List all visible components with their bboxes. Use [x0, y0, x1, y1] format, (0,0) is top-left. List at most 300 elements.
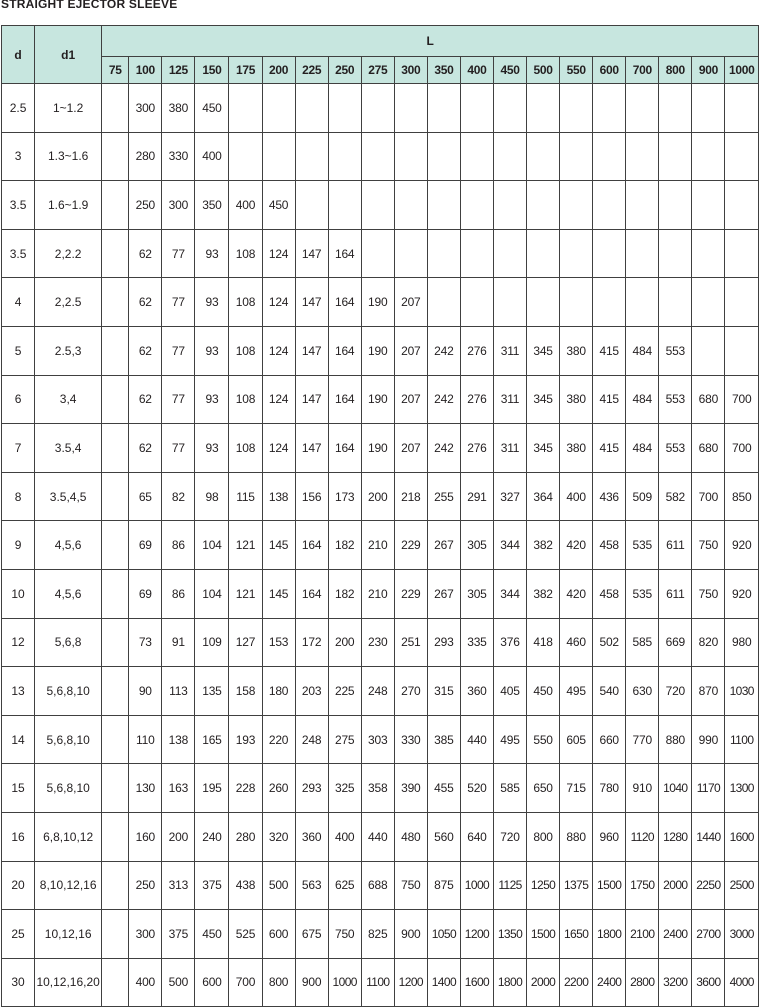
- cell-value: [427, 229, 460, 278]
- cell-value: 675: [295, 910, 328, 959]
- cell-value: [102, 910, 129, 959]
- cell-value: 420: [560, 569, 593, 618]
- cell-value: 276: [460, 326, 493, 375]
- header-L-1000: 1000: [725, 57, 759, 84]
- cell-value: [102, 861, 129, 910]
- cell-value: 502: [593, 618, 626, 667]
- cell-value: 600: [195, 958, 229, 1007]
- cell-value: 313: [162, 861, 195, 910]
- cell-value: 1600: [725, 812, 759, 861]
- cell-value: [692, 326, 725, 375]
- cell-value: 1000: [328, 958, 361, 1007]
- cell-value: 98: [195, 472, 229, 521]
- cell-value: 484: [626, 424, 659, 473]
- cell-value: 400: [560, 472, 593, 521]
- cell-value: 2400: [593, 958, 626, 1007]
- cell-value: 1500: [527, 910, 560, 959]
- table-row: [2, 229, 759, 278]
- cell-value: [493, 278, 526, 327]
- cell-value: 3000: [725, 910, 759, 959]
- header-L-150: 150: [195, 57, 229, 84]
- cell-value: [102, 958, 129, 1007]
- cell-value: 229: [394, 521, 427, 570]
- cell-value: 315: [427, 667, 460, 716]
- cell-value: 364: [527, 472, 560, 521]
- table-row: [2, 521, 759, 570]
- cell-value: 240: [195, 812, 229, 861]
- cell-value: 540: [593, 667, 626, 716]
- cell-value: 65: [129, 472, 162, 521]
- cell-value: 415: [593, 326, 626, 375]
- cell-value: 1050: [427, 910, 460, 959]
- cell-value: 207: [394, 326, 427, 375]
- cell-value: 400: [229, 181, 262, 230]
- cell-value: 563: [295, 861, 328, 910]
- cell-value: 1200: [394, 958, 427, 1007]
- cell-value: 104: [195, 569, 229, 618]
- cell-value: 147: [295, 278, 328, 327]
- cell-value: 73: [129, 618, 162, 667]
- cell-value: 124: [262, 326, 295, 375]
- header-L-600: 600: [593, 57, 626, 84]
- header-L-400: 400: [460, 57, 493, 84]
- cell-value: [692, 278, 725, 327]
- cell-value: 1125: [493, 861, 526, 910]
- cell-value: [493, 181, 526, 230]
- cell-value: 920: [725, 521, 759, 570]
- cell-value: [361, 132, 394, 181]
- cell-value: 248: [361, 667, 394, 716]
- cell-value: 293: [427, 618, 460, 667]
- cell-value: 550: [527, 715, 560, 764]
- cell-value: 77: [162, 278, 195, 327]
- cell-value: [527, 181, 560, 230]
- cell-value: [560, 132, 593, 181]
- cell-value: 460: [560, 618, 593, 667]
- cell-d1: 1~1.2: [35, 84, 102, 133]
- cell-value: [394, 84, 427, 133]
- cell-d1: 2,2.5: [35, 278, 102, 327]
- cell-value: 276: [460, 424, 493, 473]
- cell-value: 145: [262, 569, 295, 618]
- cell-d1: 8,10,12,16: [35, 861, 102, 910]
- cell-value: [361, 84, 394, 133]
- cell-value: 62: [129, 424, 162, 473]
- cell-value: 553: [659, 424, 692, 473]
- table-row: [2, 181, 759, 230]
- cell-value: 113: [162, 667, 195, 716]
- cell-value: 90: [129, 667, 162, 716]
- cell-value: [593, 229, 626, 278]
- cell-value: 93: [195, 229, 229, 278]
- cell-value: 382: [527, 521, 560, 570]
- cell-value: 415: [593, 424, 626, 473]
- cell-value: 680: [692, 424, 725, 473]
- cell-value: 345: [527, 375, 560, 424]
- cell-value: 1375: [560, 861, 593, 910]
- cell-d1: 2.5,3: [35, 326, 102, 375]
- cell-d: 12: [2, 618, 35, 667]
- cell-value: 104: [195, 521, 229, 570]
- cell-value: 77: [162, 229, 195, 278]
- cell-value: [102, 569, 129, 618]
- cell-value: 220: [262, 715, 295, 764]
- cell-value: [427, 278, 460, 327]
- cell-value: [102, 132, 129, 181]
- cell-value: 582: [659, 472, 692, 521]
- cell-value: 2800: [626, 958, 659, 1007]
- cell-value: 311: [493, 326, 526, 375]
- cell-d1: 10,12,16,20: [35, 958, 102, 1007]
- cell-value: 109: [195, 618, 229, 667]
- cell-value: [692, 229, 725, 278]
- cell-value: 688: [361, 861, 394, 910]
- cell-value: [725, 326, 759, 375]
- cell-value: [262, 132, 295, 181]
- cell-d: 25: [2, 910, 35, 959]
- cell-d: 3.5: [2, 229, 35, 278]
- cell-value: 344: [493, 521, 526, 570]
- cell-value: 375: [162, 910, 195, 959]
- cell-value: 270: [394, 667, 427, 716]
- cell-value: 300: [129, 84, 162, 133]
- cell-value: 380: [162, 84, 195, 133]
- cell-value: [427, 132, 460, 181]
- cell-value: 291: [460, 472, 493, 521]
- cell-d1: 10,12,16: [35, 910, 102, 959]
- cell-value: [394, 132, 427, 181]
- cell-value: 484: [626, 326, 659, 375]
- cell-value: 3600: [692, 958, 725, 1007]
- cell-value: 1600: [460, 958, 493, 1007]
- cell-value: 250: [129, 861, 162, 910]
- table-row: [2, 812, 759, 861]
- cell-value: 2000: [659, 861, 692, 910]
- cell-value: 880: [659, 715, 692, 764]
- cell-d1: 1.6~1.9: [35, 181, 102, 230]
- cell-value: 305: [460, 521, 493, 570]
- cell-value: 415: [593, 375, 626, 424]
- cell-value: 458: [593, 569, 626, 618]
- cell-value: [102, 229, 129, 278]
- cell-value: 190: [361, 424, 394, 473]
- cell-value: 276: [460, 375, 493, 424]
- cell-value: [560, 84, 593, 133]
- cell-value: 311: [493, 424, 526, 473]
- cell-value: 358: [361, 764, 394, 813]
- cell-value: [102, 715, 129, 764]
- cell-value: [725, 229, 759, 278]
- cell-d1: 2,2.2: [35, 229, 102, 278]
- cell-value: 960: [593, 812, 626, 861]
- cell-value: 130: [129, 764, 162, 813]
- cell-value: [427, 181, 460, 230]
- cell-value: 62: [129, 326, 162, 375]
- header-L-values-row: [2, 57, 759, 84]
- header-L-100: 100: [129, 57, 162, 84]
- cell-value: [593, 278, 626, 327]
- cell-value: 180: [262, 667, 295, 716]
- cell-value: 210: [361, 521, 394, 570]
- cell-value: [493, 84, 526, 133]
- cell-value: 420: [560, 521, 593, 570]
- cell-d: 8: [2, 472, 35, 521]
- cell-value: 327: [493, 472, 526, 521]
- cell-value: [394, 229, 427, 278]
- table-row: [2, 569, 759, 618]
- cell-value: 455: [427, 764, 460, 813]
- cell-value: 335: [460, 618, 493, 667]
- cell-d: 16: [2, 812, 35, 861]
- cell-d: 13: [2, 667, 35, 716]
- cell-value: 385: [427, 715, 460, 764]
- cell-d1: 1.3~1.6: [35, 132, 102, 181]
- cell-value: 207: [394, 278, 427, 327]
- cell-value: 164: [295, 521, 328, 570]
- cell-value: [102, 667, 129, 716]
- cell-value: 380: [560, 375, 593, 424]
- cell-value: 700: [692, 472, 725, 521]
- table-row: [2, 764, 759, 813]
- cell-value: 124: [262, 375, 295, 424]
- cell-value: [295, 181, 328, 230]
- cell-value: [725, 278, 759, 327]
- cell-d: 9: [2, 521, 35, 570]
- cell-d1: 6,8,10,12: [35, 812, 102, 861]
- cell-value: 115: [229, 472, 262, 521]
- cell-value: [394, 181, 427, 230]
- cell-value: [659, 278, 692, 327]
- cell-value: 93: [195, 326, 229, 375]
- cell-value: 172: [295, 618, 328, 667]
- cell-value: 200: [328, 618, 361, 667]
- header-row: [2, 26, 759, 57]
- cell-value: 875: [427, 861, 460, 910]
- cell-value: 182: [328, 521, 361, 570]
- cell-d1: 5,6,8,10: [35, 715, 102, 764]
- cell-value: 121: [229, 569, 262, 618]
- cell-value: [102, 812, 129, 861]
- header-L: L: [102, 26, 759, 57]
- cell-value: 147: [295, 424, 328, 473]
- cell-value: 330: [394, 715, 427, 764]
- table-row: [2, 424, 759, 473]
- cell-value: 509: [626, 472, 659, 521]
- cell-value: 2000: [527, 958, 560, 1007]
- cell-d1: 3,4: [35, 375, 102, 424]
- cell-value: 86: [162, 569, 195, 618]
- cell-value: 127: [229, 618, 262, 667]
- cell-value: 163: [162, 764, 195, 813]
- header-L-250: 250: [328, 57, 361, 84]
- cell-value: 195: [195, 764, 229, 813]
- cell-value: [361, 229, 394, 278]
- cell-value: [626, 181, 659, 230]
- cell-value: 3200: [659, 958, 692, 1007]
- cell-value: 820: [692, 618, 725, 667]
- cell-value: 200: [162, 812, 195, 861]
- cell-value: [460, 84, 493, 133]
- cell-value: 700: [725, 424, 759, 473]
- cell-value: [659, 132, 692, 181]
- cell-d1: 5,6,8,10: [35, 667, 102, 716]
- table-row: [2, 958, 759, 1007]
- cell-value: 495: [493, 715, 526, 764]
- cell-value: 750: [328, 910, 361, 959]
- cell-value: 650: [527, 764, 560, 813]
- cell-value: [102, 84, 129, 133]
- cell-value: 135: [195, 667, 229, 716]
- cell-value: 910: [626, 764, 659, 813]
- cell-value: 173: [328, 472, 361, 521]
- cell-value: 480: [394, 812, 427, 861]
- cell-value: 93: [195, 375, 229, 424]
- cell-value: 153: [262, 618, 295, 667]
- cell-value: 1280: [659, 812, 692, 861]
- cell-value: 229: [394, 569, 427, 618]
- cell-value: [659, 229, 692, 278]
- cell-value: 900: [295, 958, 328, 1007]
- cell-value: [102, 424, 129, 473]
- cell-value: 108: [229, 278, 262, 327]
- header-d1: d1: [35, 26, 102, 84]
- cell-value: [725, 84, 759, 133]
- cell-value: 436: [593, 472, 626, 521]
- cell-value: [102, 764, 129, 813]
- table-row: [2, 132, 759, 181]
- cell-value: 108: [229, 229, 262, 278]
- cell-value: 2250: [692, 861, 725, 910]
- cell-value: [295, 84, 328, 133]
- cell-value: 1350: [493, 910, 526, 959]
- cell-value: 2400: [659, 910, 692, 959]
- cell-value: [102, 181, 129, 230]
- cell-d1: 4,5,6: [35, 569, 102, 618]
- table-row: [2, 472, 759, 521]
- cell-value: 82: [162, 472, 195, 521]
- cell-value: 400: [195, 132, 229, 181]
- cell-value: 156: [295, 472, 328, 521]
- cell-value: 669: [659, 618, 692, 667]
- cell-value: 1650: [560, 910, 593, 959]
- cell-value: 320: [262, 812, 295, 861]
- cell-value: 1440: [692, 812, 725, 861]
- table-row: [2, 326, 759, 375]
- cell-value: 495: [560, 667, 593, 716]
- cell-value: 825: [361, 910, 394, 959]
- cell-value: 207: [394, 424, 427, 473]
- cell-value: 77: [162, 375, 195, 424]
- cell-d: 20: [2, 861, 35, 910]
- header-L-350: 350: [427, 57, 460, 84]
- cell-value: [493, 132, 526, 181]
- table-row: [2, 375, 759, 424]
- cell-value: 360: [295, 812, 328, 861]
- cell-d1: 5,6,8,10: [35, 764, 102, 813]
- cell-value: 251: [394, 618, 427, 667]
- cell-value: [593, 181, 626, 230]
- cell-value: 138: [162, 715, 195, 764]
- cell-value: 230: [361, 618, 394, 667]
- cell-value: 2100: [626, 910, 659, 959]
- cell-value: 750: [692, 521, 725, 570]
- cell-value: 280: [229, 812, 262, 861]
- cell-value: 147: [295, 326, 328, 375]
- cell-value: [560, 278, 593, 327]
- cell-value: [527, 278, 560, 327]
- cell-value: [593, 132, 626, 181]
- cell-value: 275: [328, 715, 361, 764]
- cell-value: 164: [328, 424, 361, 473]
- cell-value: 780: [593, 764, 626, 813]
- header-L-800: 800: [659, 57, 692, 84]
- cell-value: [328, 132, 361, 181]
- cell-value: 69: [129, 569, 162, 618]
- cell-value: 121: [229, 521, 262, 570]
- cell-value: 260: [262, 764, 295, 813]
- cell-value: 293: [295, 764, 328, 813]
- header-L-550: 550: [560, 57, 593, 84]
- cell-value: 303: [361, 715, 394, 764]
- cell-value: [102, 521, 129, 570]
- header-L-175: 175: [229, 57, 262, 84]
- cell-value: 500: [262, 861, 295, 910]
- cell-value: 228: [229, 764, 262, 813]
- cell-value: 182: [328, 569, 361, 618]
- cell-value: 390: [394, 764, 427, 813]
- cell-value: [102, 278, 129, 327]
- cell-value: 440: [361, 812, 394, 861]
- cell-value: 440: [460, 715, 493, 764]
- cell-value: 267: [427, 569, 460, 618]
- cell-value: 190: [361, 375, 394, 424]
- cell-value: 311: [493, 375, 526, 424]
- cell-value: 190: [361, 278, 394, 327]
- cell-value: [460, 229, 493, 278]
- cell-value: 450: [527, 667, 560, 716]
- cell-value: 165: [195, 715, 229, 764]
- cell-value: 585: [493, 764, 526, 813]
- cell-value: 660: [593, 715, 626, 764]
- cell-value: 405: [493, 667, 526, 716]
- cell-value: 1000: [460, 861, 493, 910]
- cell-d: 6: [2, 375, 35, 424]
- cell-value: 458: [593, 521, 626, 570]
- cell-value: [659, 84, 692, 133]
- cell-d: 4: [2, 278, 35, 327]
- header-d: d: [2, 26, 35, 84]
- cell-d: 5: [2, 326, 35, 375]
- cell-value: 375: [195, 861, 229, 910]
- cell-value: 108: [229, 375, 262, 424]
- cell-value: 560: [427, 812, 460, 861]
- cell-d: 3: [2, 132, 35, 181]
- cell-value: 700: [725, 375, 759, 424]
- cell-value: 920: [725, 569, 759, 618]
- cell-value: 164: [328, 278, 361, 327]
- cell-value: 158: [229, 667, 262, 716]
- cell-value: 62: [129, 375, 162, 424]
- cell-value: 1300: [725, 764, 759, 813]
- cell-value: 770: [626, 715, 659, 764]
- ejector-sleeve-table: [1, 25, 759, 1007]
- cell-value: 380: [560, 424, 593, 473]
- cell-value: 242: [427, 326, 460, 375]
- cell-value: 450: [195, 910, 229, 959]
- cell-value: 344: [493, 569, 526, 618]
- cell-value: 600: [262, 910, 295, 959]
- cell-value: 164: [328, 326, 361, 375]
